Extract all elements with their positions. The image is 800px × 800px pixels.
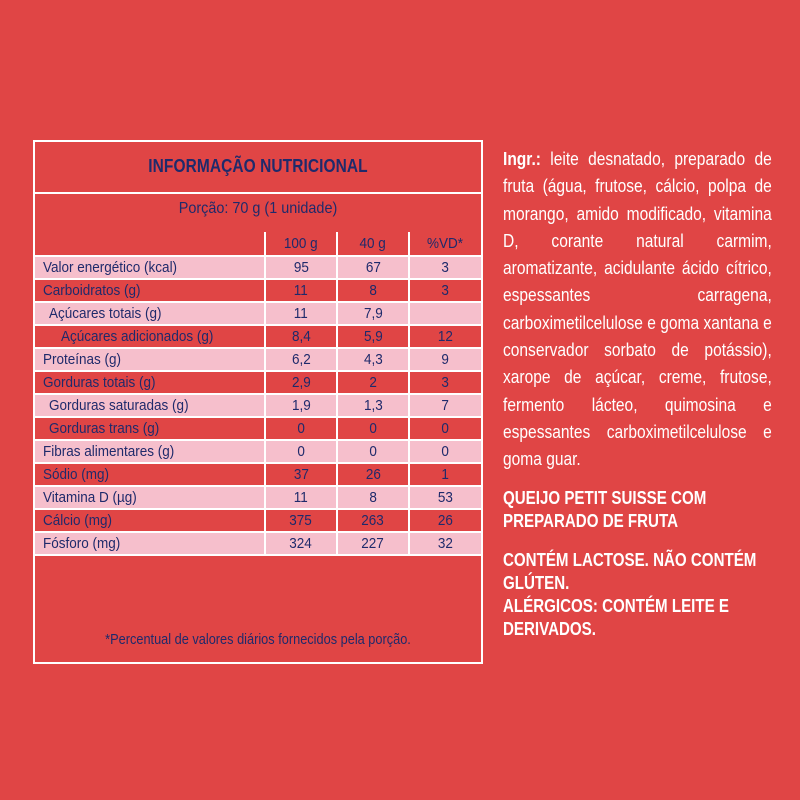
row-label: Gorduras trans (g) xyxy=(35,417,265,440)
table-row xyxy=(35,325,481,348)
row-label: Carboidratos (g) xyxy=(35,279,265,302)
row-value-40g: 263 xyxy=(337,509,409,532)
table-row xyxy=(35,302,481,325)
row-value-40g: 2 xyxy=(337,371,409,394)
row-value-vd: 26 xyxy=(409,509,481,532)
header-cell-vd: %VD* xyxy=(409,232,481,256)
row-label: Cálcio (mg) xyxy=(35,509,265,532)
table-header-row xyxy=(35,232,481,256)
row-value-vd: 7 xyxy=(409,394,481,417)
row-value-100g: 1,9 xyxy=(265,394,337,417)
table-row xyxy=(35,509,481,532)
row-value-vd: 12 xyxy=(409,325,481,348)
table-row xyxy=(35,371,481,394)
allergen-info xyxy=(503,549,780,641)
vd-footnote: *Percentual de valores diários fornecidos pela porção. xyxy=(105,632,411,648)
row-value-40g: 8 xyxy=(337,486,409,509)
row-label: Açúcares adicionados (g) xyxy=(35,325,265,348)
row-label: Gorduras saturadas (g) xyxy=(35,394,265,417)
table-row xyxy=(35,417,481,440)
header-cell-40g: 40 g xyxy=(337,232,409,256)
table-row xyxy=(35,279,481,302)
row-value-vd: 0 xyxy=(409,417,481,440)
row-label: Fósforo (mg) xyxy=(35,532,265,555)
row-value-100g: 0 xyxy=(265,440,337,463)
row-value-vd: 0 xyxy=(409,440,481,463)
row-value-40g: 0 xyxy=(337,417,409,440)
row-label: Açúcares totais (g) xyxy=(35,302,265,325)
row-value-40g: 26 xyxy=(337,463,409,486)
row-value-40g: 0 xyxy=(337,440,409,463)
row-value-40g: 8 xyxy=(337,279,409,302)
row-value-vd xyxy=(409,302,481,325)
row-value-vd: 3 xyxy=(409,256,481,279)
nutrition-facts-panel xyxy=(33,140,483,664)
allergen-line-milk: ALÉRGICOS: CONTÉM LEITE E DERIVADOS. xyxy=(503,595,729,639)
row-value-vd: 32 xyxy=(409,532,481,555)
row-value-100g: 324 xyxy=(265,532,337,555)
row-label: Fibras alimentares (g) xyxy=(35,440,265,463)
row-value-100g: 11 xyxy=(265,279,337,302)
row-value-40g: 1,3 xyxy=(337,394,409,417)
product-name: QUEIJO PETIT SUISSE COM PREPARADO DE FRUTA xyxy=(503,487,707,531)
table-row xyxy=(35,486,481,509)
portion-size: Porção: 70 g (1 unidade) xyxy=(178,200,338,217)
row-value-vd: 3 xyxy=(409,371,481,394)
nutrition-table xyxy=(35,232,481,556)
row-value-100g: 2,9 xyxy=(265,371,337,394)
table-row xyxy=(35,256,481,279)
header-cell-100g: 100 g xyxy=(265,232,337,256)
row-value-100g: 11 xyxy=(265,302,337,325)
row-value-100g: 11 xyxy=(265,486,337,509)
table-row xyxy=(35,394,481,417)
header-cell-label xyxy=(35,232,265,256)
table-row xyxy=(35,463,481,486)
row-label: Valor energético (kcal) xyxy=(35,256,265,279)
table-row xyxy=(35,532,481,555)
row-value-40g: 67 xyxy=(337,256,409,279)
row-value-100g: 95 xyxy=(265,256,337,279)
row-label: Proteínas (g) xyxy=(35,348,265,371)
row-value-100g: 37 xyxy=(265,463,337,486)
nutrition-title: INFORMAÇÃO NUTRICIONAL xyxy=(148,156,368,176)
ingredients-text: leite desnatado, preparado de fruta (água, frutose, cálcio, polpa de morango, amido modificado, vitamina D, corante natural carmim, aromatizante, acidulante ácido cítrico, espessantes carragena, carboximetilcelulose e goma xantana e conservador sorbato de potássio), xarope de açúcar, creme, frutose, fermento lácteo, quimosina e espessantes carboximetilcelulose e goma guar. xyxy=(503,148,772,470)
row-label: Sódio (mg) xyxy=(35,463,265,486)
row-value-100g: 8,4 xyxy=(265,325,337,348)
row-value-100g: 6,2 xyxy=(265,348,337,371)
row-value-40g: 7,9 xyxy=(337,302,409,325)
table-row xyxy=(35,348,481,371)
ingredients-list xyxy=(503,145,772,473)
row-label: Vitamina D (µg) xyxy=(35,486,265,509)
row-value-vd: 3 xyxy=(409,279,481,302)
row-value-vd: 9 xyxy=(409,348,481,371)
row-value-40g: 227 xyxy=(337,532,409,555)
row-value-40g: 4,3 xyxy=(337,348,409,371)
row-value-100g: 0 xyxy=(265,417,337,440)
row-value-vd: 1 xyxy=(409,463,481,486)
row-label: Gorduras totais (g) xyxy=(35,371,265,394)
title-divider xyxy=(35,192,481,194)
ingredients-prefix: Ingr.: xyxy=(503,148,541,169)
table-row xyxy=(35,440,481,463)
allergen-line-lactose-gluten: CONTÉM LACTOSE. NÃO CONTÉM GLÚTEN. xyxy=(503,549,757,593)
row-value-vd: 53 xyxy=(409,486,481,509)
row-value-40g: 5,9 xyxy=(337,325,409,348)
label-text-column xyxy=(503,145,771,641)
row-value-100g: 375 xyxy=(265,509,337,532)
